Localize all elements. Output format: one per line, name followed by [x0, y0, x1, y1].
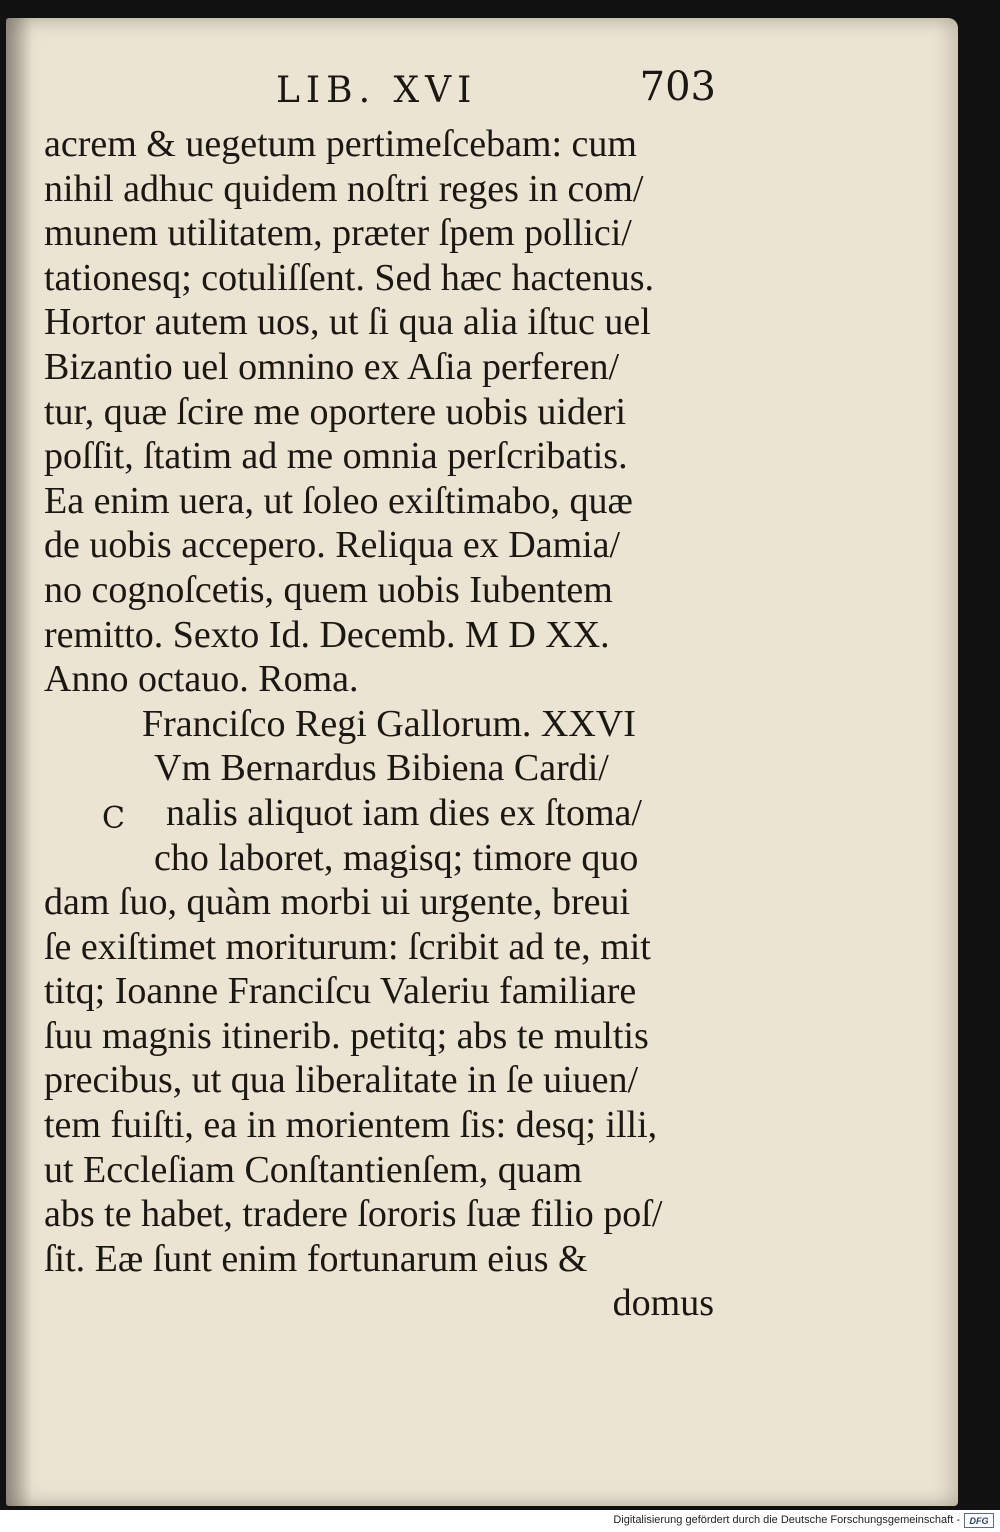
text-line: Hortor autem uos, ut ſi qua alia iſtuc uel [44, 301, 651, 344]
text-line: abs te habet, tradere ſororis ſuæ filio poſ/ [44, 1193, 663, 1236]
text-line: Anno octauo. Roma. [44, 658, 359, 701]
text-line: nihil adhuc quidem noſtri reges in com/ [44, 167, 644, 210]
text-line: titq; Ioanne Franciſcu Valeriu familiare [44, 970, 637, 1013]
page-number: 703 [639, 64, 716, 110]
text-line: ſuu magnis itinerib. petitq; abs te multis [44, 1014, 649, 1057]
text-line: poſſit, ſtatim ad me omnia perſcribatis. [44, 435, 628, 478]
footer-bar [0, 1510, 1000, 1532]
letter-heading: Franciſco Regi Gallorum. XXVI [142, 702, 636, 745]
letter-first-line: Vm Bernardus Bibiena Cardi/ [154, 747, 609, 790]
dfg-logo: DFG [964, 1513, 994, 1528]
running-title: LIB. XVI [276, 70, 478, 111]
text-line: dam ſuo, quàm morbi ui urgente, breui [44, 881, 631, 924]
text-line: Bizantio uel omnino ex Aſia perferen/ [44, 345, 620, 388]
letter-second-line: nalis aliquot iam dies ex ſtoma/ [166, 791, 642, 834]
page-body [44, 122, 744, 1326]
text-line: ſit. Eæ ſunt enim fortunarum eius & [44, 1237, 588, 1280]
initial-row [44, 791, 744, 836]
text-line: remitto. Sexto Id. Decemb. M D XX. [44, 613, 610, 656]
text-line: tationesq; cotuliſſent. Sed hæc hactenus. [44, 256, 654, 299]
text-line: acrem & uegetum pertimeſcebam: cum [44, 123, 637, 165]
text-line: munem utilitatem, præter ſpem pollici/ [44, 212, 632, 255]
text-line: de uobis accepero. Reliqua ex Damia/ [44, 524, 621, 567]
catchword: domus [612, 1282, 714, 1325]
page-header [276, 64, 716, 124]
text-line: tem fuiſti, ea in morientem ſis: desq; illi, [44, 1104, 658, 1147]
drop-initial: C [102, 800, 125, 836]
text-line: ut Eccleſiam Conſtantienſem, quam [44, 1148, 583, 1191]
text-line: Ea enim uera, ut ſoleo exiſtimabo, quæ [44, 479, 633, 522]
letter-third-line: cho laboret, magisq; timore quo [154, 836, 639, 879]
text-line: ſe exiſtimet moriturum: ſcribit ad te, mit [44, 925, 651, 968]
text-line: no cognoſcetis, quem uobis Iubentem [44, 568, 613, 611]
funding-credit: Digitalisierung gefördert durch die Deutsche Forschungsgemeinschaft - [613, 1514, 960, 1526]
text-line: precibus, ut qua liberalitate in ſe uiuen/ [44, 1059, 639, 1102]
text-line: tur, quæ ſcire me oportere uobis uideri [44, 390, 627, 433]
